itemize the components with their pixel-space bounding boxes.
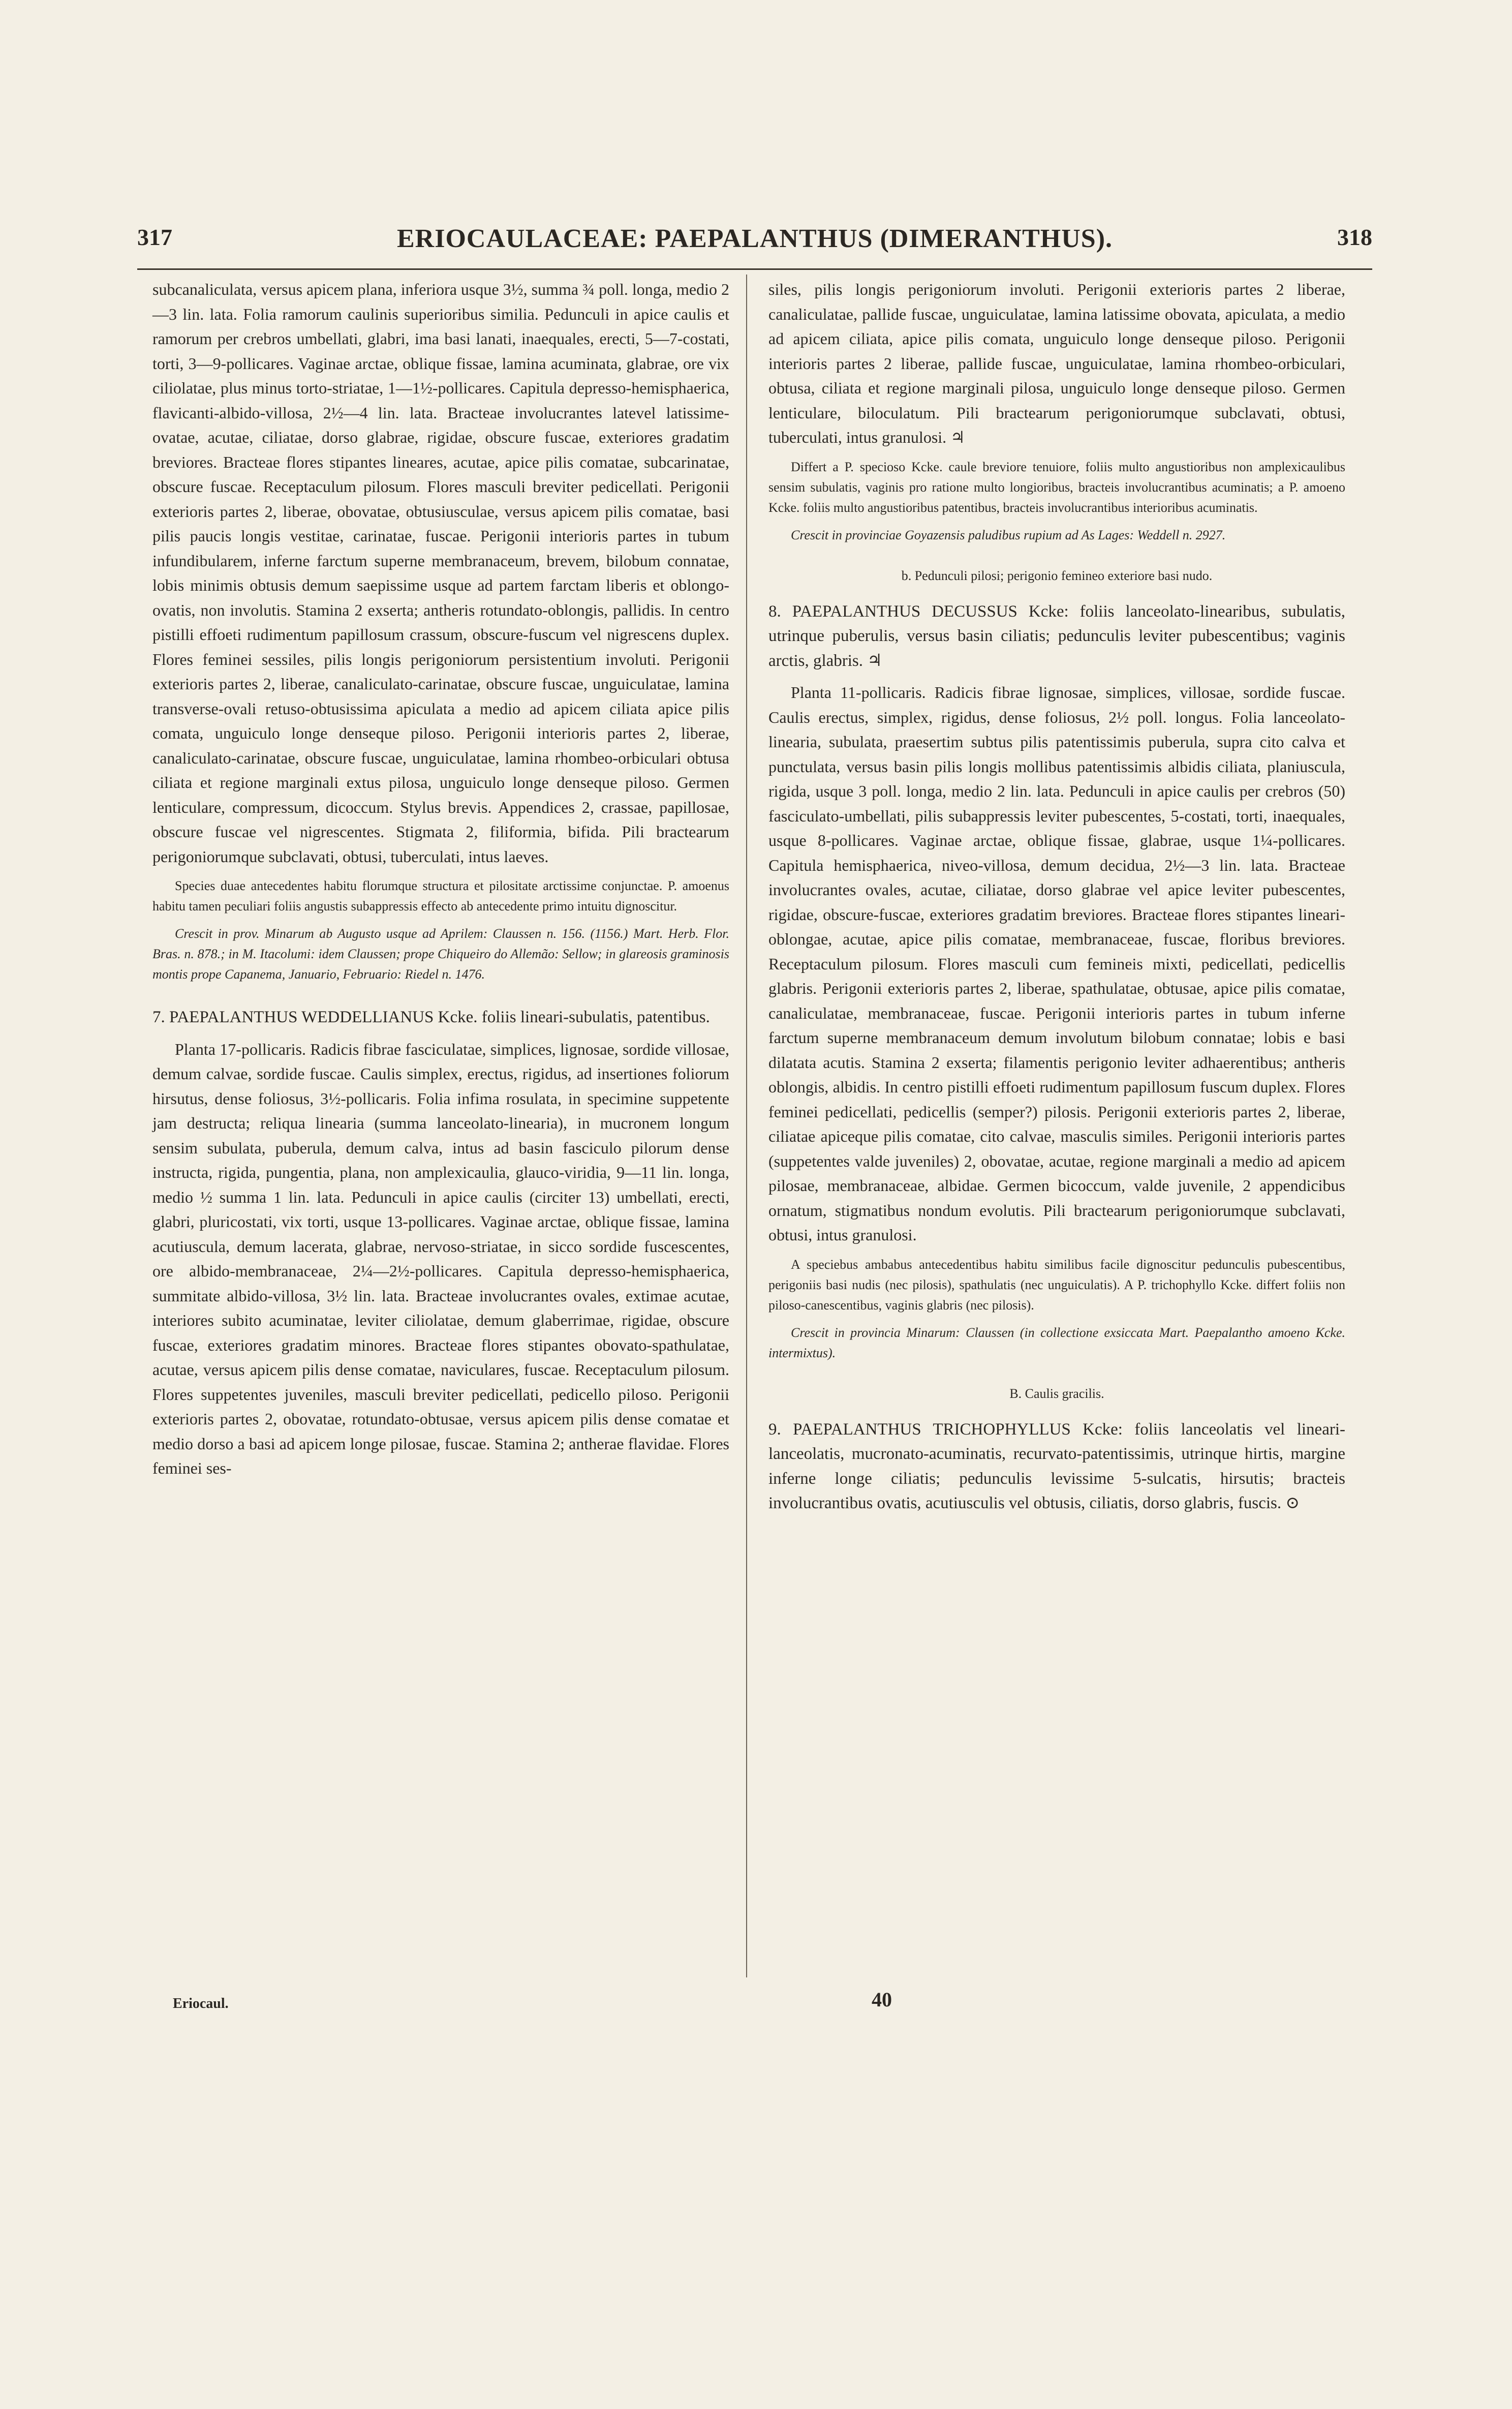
column-divider	[746, 275, 747, 1977]
footer-note: Eriocaul.	[173, 1996, 229, 2011]
locality-paragraph-right-2: Crescit in provincia Minarum: Claussen (in collectione exsiccata Mart. Paepalantho amoeno Kcke. intermixtus).	[768, 1325, 1345, 1360]
species-description-8: Planta 11-pollicaris. Radicis fibrae lignosae, simplices, villosae, sordide fuscae. Caulis erectus, simplex, rigidus, dense foliosus, 2½ poll. longus. Folia lanceolato-linearia, subulata, praesertim subtus pilis patentissimis puberula, supra cito calva et punctulata, versus basin pilis longis mollibus patentissimis albidis ciliata, planiuscula, rigida, usque 3 poll. longa, medio 2 lin. lata. Pedunculi in apice caulis per crebros (50) fasciculato-umbellati, pilis subappressis leviter pubescentes, 5-costati, torti, inaequales, usque 8-pollicares. Vaginae arctae, oblique fissae, glabrae, usque 1¼-pollicares. Capitula hemisphaerica, niveo-villosa, demum decidua, 2½—3 lin. lata. Bracteae involucrantes ovales, acutae, ciliatae, dorso glabrae vel apice leviter pubescentes, rigidae, obscure-fuscae, exteriores gradatim breviores. Bracteae flores stipantes lineari-oblongae, acutae, apice pilis comatae, membranaceae, fuscae, floribus breviores. Receptaculum pilosum. Flores masculi cum femineis mixti, pedicellati, pedicellis glabris. Perigonii exterioris partes 2, liberae, spathulatae, obtusae, apice pilis comatae, canaliculatae, membranaceae, fuscae. Perigonii interioris partes in tubum inferne farctum superne membranaceum demum involutum bilobum connatae; lobis e basi dilatata acutis. Stamina 2 exserta; filamentis perigonio leviter adhaerentibus; antheris oblongis, albidis. In centro pistilli effoeti rudimentum papillosum fuscum duplex. Flores feminei pedicellati, pedicellis (semper?) pilosis. Perigonii exterioris partes 2, liberae, ciliatae apiceque pilis comatae, cito calvae, masculis similes. Perigonii interioris partes (suppetentes valde juveniles) 2, obovatae, acutae, regione marginali a medio ad apicem pilosae, membranaceae, albidae. Germen bicoccum, valde juvenile, 2 appendicibus ornatum, stigmatibus nondum evolutis. Pili bractearum perigoniorumque subclavati, obtusi, intus granulosi.	[768, 683, 1345, 1244]
page-number-left: 317	[137, 224, 172, 250]
right-column	[768, 277, 1345, 1516]
species-heading-7: 7. PAEPALANTHUS WEDDELLIANUS Kcke. foliis lineari-subulatis, patentibus.	[152, 1008, 710, 1026]
left-column	[152, 277, 729, 1481]
species-heading-9: 9. PAEPALANTHUS TRICHOPHYLLUS Kcke: foliis lanceolatis vel lineari-lanceolatis, mucronato-acuminatis, recurvato-patentissimis, utrinque hirtis, margine inferne longe ciliatis; pedunculis levissime 5-sulcatis, hirsutis; bracteis involucrantibus ovatis, acutiusculis vel obtusis, ciliatis, dorso glabris, fuscis. ⊙	[768, 1420, 1345, 1512]
remark-paragraph-right: A speciebus ambabus antecedentibus habitu similibus facile dignoscitur pedunculis pubescentibus, perigoniis basi nudis (nec pilosis), spathulatis (nec unguiculatis). A P. trichophyllo Kcke. differt foliis non piloso-canescentibus, vaginis glabris (nec pilosis).	[768, 1257, 1345, 1313]
subsection-B-heading: B. Caulis gracilis.	[1009, 1386, 1104, 1401]
header-rule	[137, 268, 1372, 270]
species-heading-8: 8. PAEPALANTHUS DECUSSUS Kcke: foliis lanceolato-linearibus, subulatis, utrinque puberulis, versus basin ciliatis; pedunculis leviter pubescentibus; vaginis arctis, glabris. ♃	[768, 602, 1345, 670]
locality-paragraph: Crescit in prov. Minarum ab Augusto usque ad Aprilem: Claussen n. 156. (1156.) Mart. Herb. Flor. Bras. n. 878.; in M. Itacolumi: idem Claussen; prope Chiqueiro do Allemão: Sellow; in glareosis graminosis montis prope Capanema, Januario, Februario: Riedel n. 1476.	[152, 926, 729, 982]
species-description-7: Planta 17-pollicaris. Radicis fibrae fasciculatae, simplices, lignosae, sordide villosae, demum calvae, sordide fuscae. Caulis simplex, erectus, rigidus, ad insertiones foliorum hirsutus, dense foliosus, 3½-pollicaris. Folia infima rosulata, in specimine suppetente jam destructa; reliqua linearia (summa lanceolato-linearia), in mucronem longum sensim subulata, puberula, demum calva, intus ad basin fasciculo pilorum dense instructa, rigida, pungentia, plana, non amplexicaulia, glauco-viridia, 9—11 lin. longa, medio ½ summa 1 lin. lata. Pedunculi in apice caulis (circiter 13) umbellati, erecti, glabri, pluricostati, vix torti, usque 13-pollicares. Vaginae arctae, oblique fissae, lamina acutiuscula, demum lacerata, glabrae, nervoso-striatae, in sicco sordide fuscescentes, ore albido-membranaceae, 2¼—2½-pollicares. Capitula depresso-hemisphaerica, summitate albido-villosa, 3½ lin. lata. Bracteae involucrantes ovales, extimae acutae, interiores subito acuminatae, leviter ciliolatae, demum glaberrimae, rigidae, obscure fuscae, exteriores gradatim minores. Bracteae flores stipantes obovato-spathulatae, acutae, versus apicem pilis dense comatae, naviculares, fuscae. Receptaculum pilosum. Flores suppetentes juveniles, masculi breviter pedicellati, pedicello piloso. Perigonii exterioris partes 2, obovatae, rotundato-obtusae, versus apicem pilis dense comatae et medio dorso a basi ad apicem longe pilosae, fuscae. Stamina 2; antherae flavidae. Flores feminei ses-	[152, 1040, 729, 1477]
signature-mark: 40	[872, 1988, 892, 2011]
page-number-right: 318	[1337, 224, 1372, 250]
remark-paragraph: Species duae antecedentes habitu florumque structura et pilositate arctissime conjunctae. P. amoenus habitu tamen peculiari foliis angustis subappressis effecto ab antecedente primo intuitu dignoscitur.	[152, 878, 729, 913]
subsection-b-heading: b. Pedunculi pilosi; perigonio femineo exteriore basi nudo.	[901, 568, 1213, 583]
running-header	[137, 224, 1372, 264]
locality-paragraph-right: Crescit in provinciae Goyazensis paludibus rupium ad As Lages: Weddell n. 2927.	[791, 527, 1226, 542]
description-continued: subcanaliculata, versus apicem plana, inferiora usque 3½, summa ¾ poll. longa, medio 2—3 lin. lata. Folia ramorum caulinis superioribus similia. Pedunculi in apice caulis et ramorum per crebros umbellati, glabri, ima basi lanati, inaequales, erecti, 5—7-costati, torti, 3—9-pollicares. Vaginae arctae, oblique fissae, lamina acuminata, glabrae, ore vix ciliolatae, plus minus torto-striatae, 1—1½-pollicares. Capitula depresso-hemisphaerica, flavicanti-albido-villosa, 2½—4 lin. lata. Bracteae involucrantes latevel latissime-ovatae, acutae, ciliatae, dorso glabrae, rigidae, obscure fuscae, exteriores gradatim breviores. Bracteae flores stipantes lineares, acutae, apice pilis comatae, subcarinatae, obscure fuscae. Receptaculum pilosum. Flores masculi breviter pedicellati. Perigonii exterioris partes 2, liberae, obovatae, obtusiusculae, versus apicem pilis comatae, basi pilis paucis longis vestitae, carinatae, fuscae. Perigonii interioris partes in tubum infundibularem, inferne farctum superne membranaceum, brevem, bilobum connatae, lobis minimis obtusis demum saepissime usque ad partem farctam liberis et oblongo-ovatis, non involutis. Stamina 2 exserta; antheris rotundato-oblongis, pallidis. In centro pistilli effoeti rudimentum papillosum crassum, obscure-fuscum vel nigrescens duplex. Flores feminei sessiles, pilis longis perigoniorum persistentium involuti. Perigonii exterioris partes 2, liberae, canaliculato-carinatae, obscure fuscae, unguiculatae, lamina transverse-ovali retuso-obtusissima apiculata a medio ad apicem ciliata apice pilis comata, unguiculo longe denseque piloso. Perigonii interioris partes 2, liberae, canaliculato-carinatae, obscure fuscae, unguiculatae, lamina rhombeo-orbiculari obtusa ciliata et regione marginali extus pilosa, unguiculo longe denseque piloso. Germen lenticulare, compressum, dicoccum. Stylus brevis. Appendices 2, crassae, papillosae, obscure fuscae vel nigrescentes. Stigmata 2, filiformia, bifida. Pili bractearum perigoniorumque subclavati, obtusi, tuberculati, intus laeves.	[152, 280, 729, 866]
running-title: ERIOCAULACEAE: PAEPALANTHUS (DIMERANTHUS).	[396, 224, 1113, 253]
differential-remark: Differt a P. specioso Kcke. caule breviore tenuiore, foliis multo angustioribus non amplexicaulibus sensim subulatis, vaginis pro ratione multo longioribus, bracteis involucrantibus acuminatis; a P. amoeno Kcke. foliis multo angustioribus patentibus, bracteis involucrantibus interioribus acuminatis.	[768, 459, 1345, 515]
description-continued-right: siles, pilis longis perigoniorum involuti. Perigonii exterioris partes 2 liberae, canaliculatae, pallide fuscae, unguiculatae, lamina latissime obovata, apiculata, a medio ad apicem ciliata, apice pilis comata, unguiculo longe denseque piloso. Perigonii interioris partes 2 liberae, pallide fuscae, unguiculatae, lamina rhombeo-orbiculari, obtusa, ciliata et regione marginali pilosa, unguiculo longe denseque piloso. Germen lenticulare, biloculatum. Pili bractearum perigoniorumque subclavati, obtusi, tuberculati, intus granulosi. ♃	[768, 280, 1345, 446]
